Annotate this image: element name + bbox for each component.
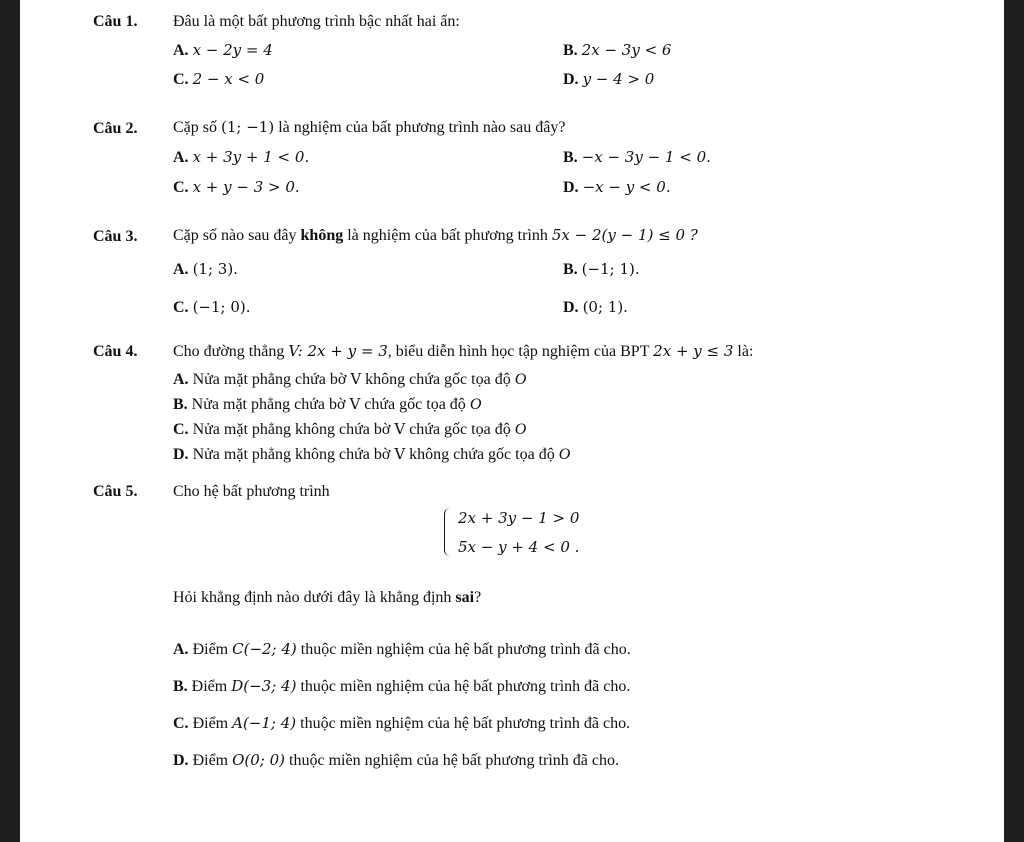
- text-segment: chứa gốc tọa độ: [409, 421, 511, 438]
- point-expr: O(0; 0): [232, 751, 286, 769]
- line-symbol: V: [349, 395, 361, 413]
- option-expr: −x − 3y − 1 < 0.: [581, 148, 711, 166]
- origin-symbol: O: [558, 446, 571, 463]
- q2-option-a: [173, 147, 309, 168]
- text-segment: ?: [474, 589, 482, 606]
- text-segment: không chứa gốc tọa độ: [409, 446, 555, 463]
- q2-option-b: [563, 147, 711, 168]
- q3-option-a: [173, 259, 238, 280]
- q3-option-d: [563, 297, 628, 318]
- question-3-text: [173, 225, 698, 246]
- option-expr: (−1; 0).: [192, 298, 251, 316]
- option-letter: A.: [173, 261, 189, 278]
- question-2-label: Câu 2.: [93, 120, 138, 137]
- option-letter: A.: [173, 42, 189, 59]
- option-expr: y − 4 > 0: [582, 70, 655, 88]
- text-segment: Điểm: [192, 641, 229, 658]
- option-letter: A.: [173, 641, 189, 658]
- text-segment: là nghiệm của bất phương trình: [347, 227, 548, 244]
- text-segment: Cặp số nào sau đây: [173, 227, 297, 244]
- text-segment: thuộc miền nghiệm của hệ bất phương trình đã cho.: [300, 641, 631, 658]
- q5-option-c: [173, 713, 630, 734]
- text-segment: Điểm: [191, 678, 228, 695]
- option-letter: C.: [173, 421, 189, 438]
- option-letter: A.: [173, 371, 189, 388]
- text-segment: , biểu diễn hình học tập nghiệm của BPT: [387, 343, 650, 360]
- question-5-label: Câu 5.: [93, 483, 138, 500]
- text-segment: Cặp số: [173, 119, 217, 136]
- inequality-expr: 5x − 2(y − 1) ≤ 0 ?: [551, 226, 698, 244]
- q4-option-a: [173, 369, 526, 390]
- text-segment: Nửa mặt phẳng không chứa bờ: [192, 446, 391, 463]
- option-expr: 2x − 3y < 6: [581, 41, 672, 59]
- option-letter: D.: [563, 71, 579, 88]
- option-expr: −x − y < 0.: [582, 178, 671, 196]
- option-expr: x + y − 3 > 0.: [192, 178, 300, 196]
- question-5-text: Cho hệ bất phương trình: [173, 483, 330, 500]
- question-4-text: [173, 341, 753, 362]
- text-segment: Hỏi khẳng định nào dưới đây là khẳng định: [173, 589, 452, 606]
- option-letter: B.: [173, 396, 188, 413]
- option-letter: D.: [173, 446, 189, 463]
- text-segment: Điểm: [192, 752, 229, 769]
- point-expr: D(−3; 4): [231, 677, 297, 695]
- text-segment: là nghiệm của bất phương trình nào sau đây?: [278, 119, 566, 136]
- option-letter: B.: [563, 261, 578, 278]
- question-5-prompt: [173, 588, 481, 608]
- option-letter: D.: [173, 752, 189, 769]
- point-expr: C(−2; 4): [232, 640, 297, 658]
- option-expr: (−1; 1).: [581, 260, 640, 278]
- q3-option-b: [563, 259, 640, 280]
- origin-symbol: O: [514, 421, 527, 438]
- option-letter: D.: [563, 299, 579, 316]
- text-segment: thuộc miền nghiệm của hệ bất phương trình đã cho.: [300, 678, 631, 695]
- text-segment: là:: [737, 343, 754, 360]
- q1-option-a: [173, 40, 273, 61]
- line-symbol: V: [350, 370, 362, 388]
- option-expr: x − 2y = 4: [192, 41, 273, 59]
- option-expr: 2 − x < 0: [192, 70, 265, 88]
- q2-option-d: [563, 177, 671, 198]
- option-expr: (0; 1).: [582, 298, 628, 316]
- pair-expr: (1; −1): [221, 118, 275, 136]
- q5-option-d: [173, 750, 619, 771]
- option-expr: (1; 3).: [192, 260, 238, 278]
- text-segment: Nửa mặt phẳng không chứa bờ: [192, 421, 391, 438]
- option-letter: B.: [563, 149, 578, 166]
- system-equation-2: 5x − y + 4 < 0 .: [458, 538, 580, 556]
- system-brace: [444, 508, 453, 556]
- text-segment: thuộc miền nghiệm của hệ bất phương trình đã cho.: [300, 715, 631, 732]
- point-expr: A(−1; 4): [232, 714, 297, 732]
- question-2-text: [173, 117, 565, 138]
- line-symbol: V: [394, 445, 406, 463]
- q2-option-c: [173, 177, 300, 198]
- option-letter: C.: [173, 715, 189, 732]
- question-1-text: Đâu là một bất phương trình bậc nhất hai ẩn:: [173, 13, 460, 30]
- origin-symbol: O: [469, 396, 482, 413]
- text-segment: chứa gốc tọa độ: [364, 396, 466, 413]
- option-letter: C.: [173, 179, 189, 196]
- q1-option-c: [173, 69, 264, 90]
- q4-option-c: [173, 419, 526, 440]
- emphasis-word: sai: [455, 589, 475, 606]
- q1-option-b: [563, 40, 671, 61]
- text-segment: Nửa mặt phẳng chứa bờ: [191, 396, 346, 413]
- q4-option-d: [173, 444, 570, 465]
- q5-option-b: [173, 676, 630, 697]
- emphasis-word: không: [300, 227, 344, 244]
- option-letter: B.: [563, 42, 578, 59]
- option-letter: A.: [173, 149, 189, 166]
- option-letter: D.: [563, 179, 579, 196]
- text-segment: Nửa mặt phẳng chứa bờ: [192, 371, 347, 388]
- system-equation-1: 2x + 3y − 1 > 0: [458, 509, 580, 527]
- question-4-label: Câu 4.: [93, 343, 138, 360]
- question-3-label: Câu 3.: [93, 228, 138, 245]
- option-letter: C.: [173, 299, 189, 316]
- inequality-expr: 2x + y ≤ 3: [653, 342, 734, 360]
- line-expr: V: 2x + y = 3: [288, 342, 388, 360]
- q3-option-c: [173, 297, 251, 318]
- option-expr: x + 3y + 1 < 0.: [192, 148, 310, 166]
- line-symbol: V: [394, 420, 406, 438]
- question-1-label: Câu 1.: [93, 13, 138, 30]
- text-segment: thuộc miền nghiệm của hệ bất phương trình đã cho.: [289, 752, 619, 769]
- q4-option-b: [173, 394, 481, 415]
- q1-option-d: [563, 69, 654, 90]
- option-letter: B.: [173, 678, 188, 695]
- origin-symbol: O: [514, 371, 527, 388]
- text-segment: không chứa gốc tọa độ: [365, 371, 511, 388]
- text-segment: Cho đường thẳng: [173, 343, 285, 360]
- q5-option-a: [173, 639, 631, 660]
- option-letter: C.: [173, 71, 189, 88]
- text-segment: Điểm: [192, 715, 229, 732]
